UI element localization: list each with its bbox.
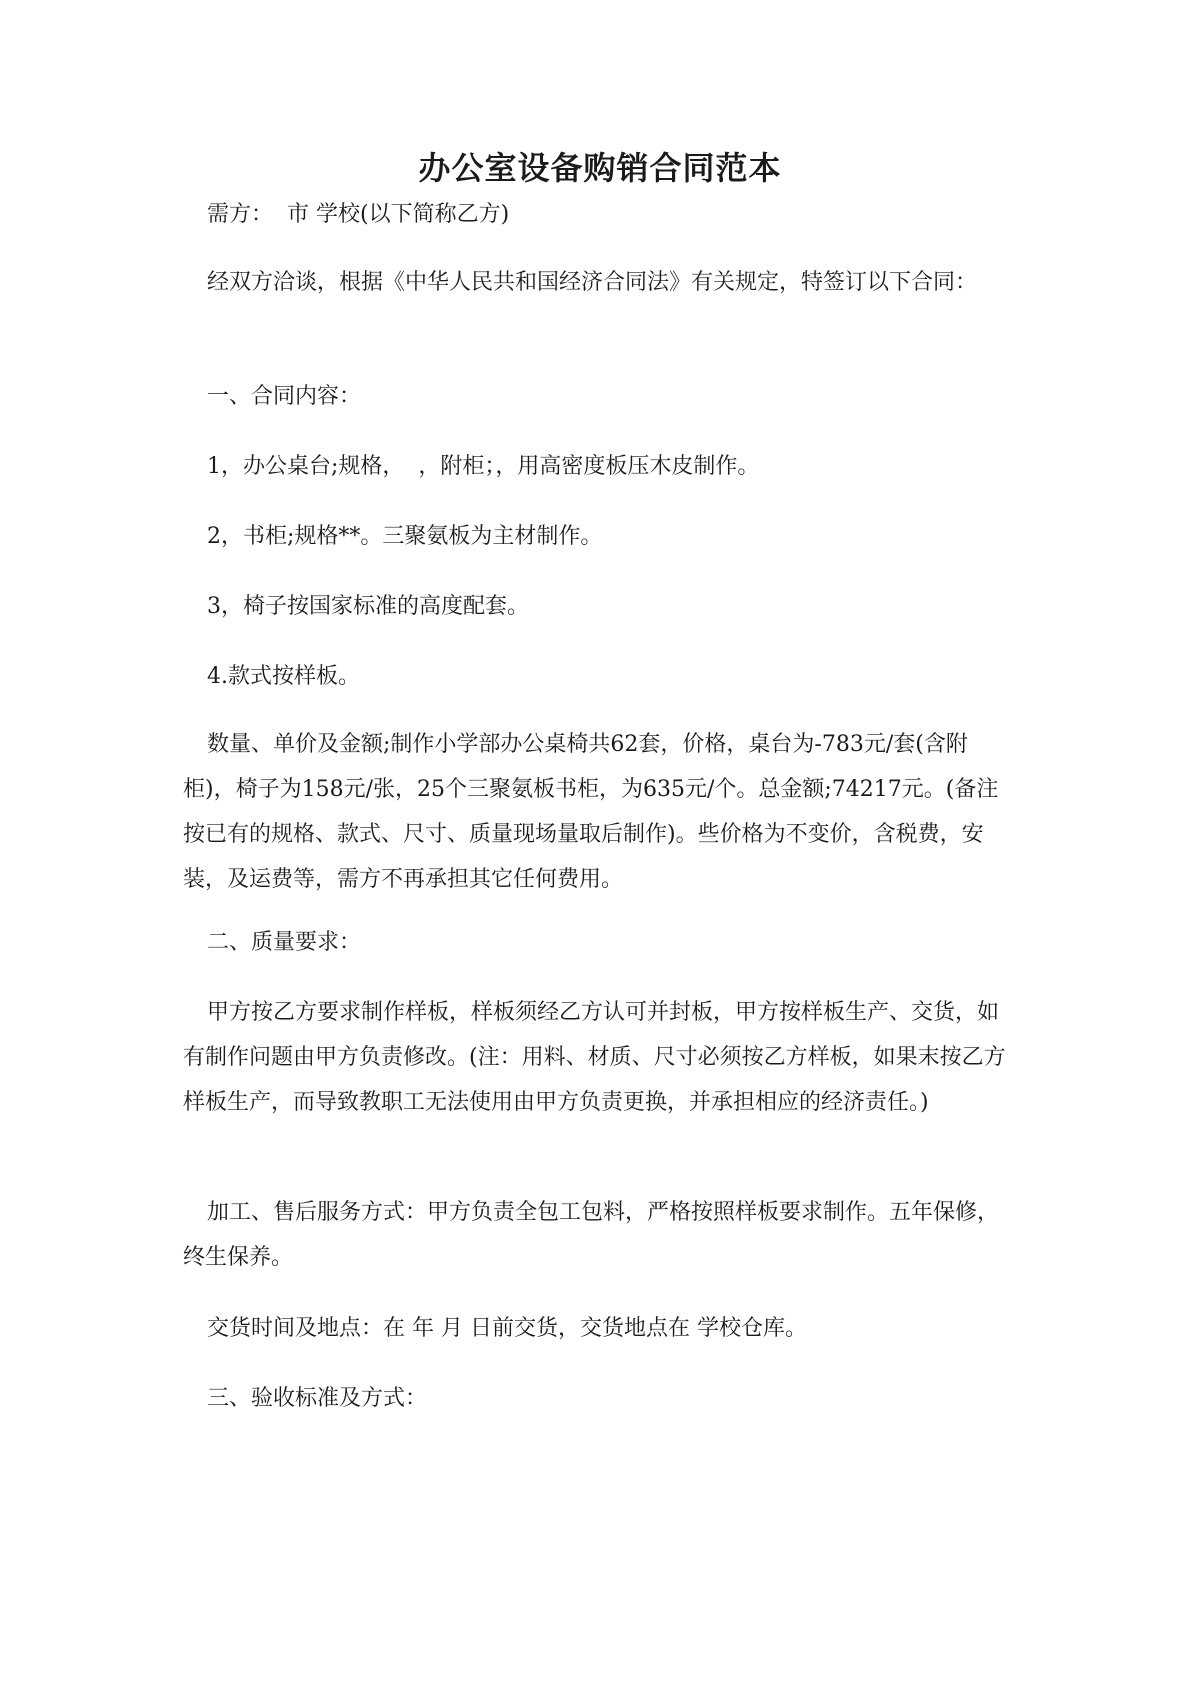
paragraph-item-4: 4.款式按样板。 [207, 664, 360, 689]
section-heading-contract-content: 一、合同内容： [207, 384, 362, 409]
paragraph-item-1: 1，办公桌台;规格， ，附柜；，用高密度板压木皮制作。 [207, 454, 760, 479]
paragraph-service: 加工、售后服务方式：甲方负责全包工包料，严格按照样板要求制作。五年保修，终生保养。 [183, 1200, 1000, 1270]
paragraph-quality: 甲方按乙方要求制作样板，样板须经乙方认可并封板，甲方按样板生产、交货，如有制作问题由甲方负责修改。(注：用料、材质、尺寸必须按乙方样板，如果末按乙方样板生产，而导致教职工无法使用由甲方负责更换，并承担相应的经济责任。) [183, 1000, 1006, 1115]
paragraph-quantity-price: 数量、单价及金额;制作小学部办公桌椅共62套，价格，桌台为-783元/套(含附柜)，椅子为158元/张，25个三聚氨板书柜，为635元/个。总金额;74217元。(备注按已有的规格、款式、尺寸、质量现场量取后制作)。些价格为不变价，含税费，安装，及运费等，需方不再承担其它任何费用。 [183, 732, 999, 892]
document-title: 办公室设备购销合同范本 [418, 149, 782, 187]
paragraph-item-2: 2，书柜;规格**。三聚氨板为主材制作。 [207, 524, 603, 549]
paragraph-item-3: 3，椅子按国家标准的高度配套。 [207, 594, 529, 619]
section-heading-quality: 二、质量要求： [207, 930, 362, 955]
paragraph-delivery: 交货时间及地点：在 年 月 日前交货，交货地点在 学校仓库。 [207, 1316, 807, 1341]
section-heading-acceptance: 三、验收标准及方式： [207, 1386, 428, 1411]
paragraph-buyer: 需方： 市 学校(以下简称乙方) [207, 202, 510, 227]
paragraph-preamble: 经双方洽谈，根据《中华人民共和国经济合同法》有关规定，特签订以下合同： [207, 270, 978, 295]
